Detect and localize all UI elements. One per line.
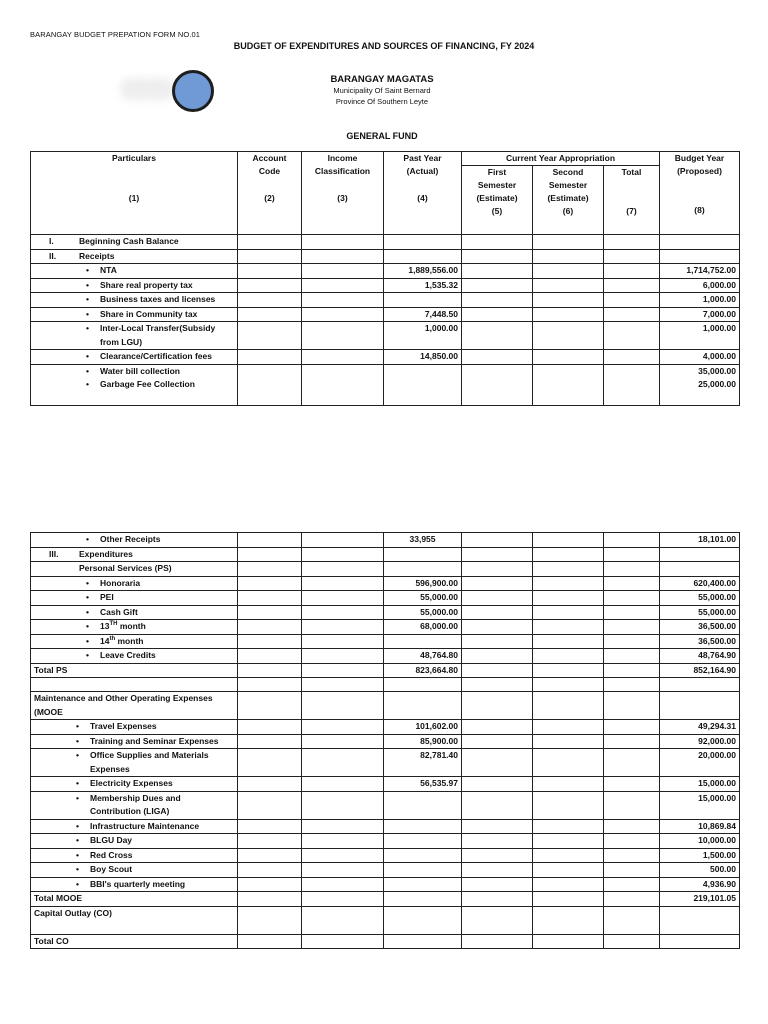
table-row	[31, 777, 740, 792]
col-past-label-1: Past Year	[403, 153, 442, 163]
row-receipts-head	[31, 249, 238, 264]
row-label: Garbage Fee Collection	[100, 379, 195, 389]
budget-year-value: 18,101.00	[660, 533, 740, 548]
past-year-value: 7,448.50	[384, 307, 462, 322]
past-year-value	[384, 834, 462, 849]
budget-year-value: 852,164.90	[660, 663, 740, 678]
row-expenditures-head	[31, 547, 238, 562]
row-label: BLGU Day	[90, 835, 133, 845]
table-row	[31, 877, 740, 892]
table-row	[31, 576, 740, 591]
past-year-value: 55,000.00	[384, 591, 462, 606]
budget-table-expenditures	[30, 532, 740, 949]
roman-numeral: III.	[49, 548, 59, 559]
bullet-icon: •	[86, 592, 89, 602]
row-label: Office Supplies and Materials Expenses	[90, 750, 209, 774]
col-num-8: (8)	[694, 205, 705, 215]
barangay-name: BARANGAY MAGATAS	[330, 74, 434, 85]
budget-year-value: 1,000.00	[660, 293, 740, 308]
row-beginning-cash	[31, 235, 238, 250]
col-account-label-1: Account	[252, 153, 287, 163]
budget-year-value: 36,500.00	[660, 620, 740, 635]
row-label: Inter-Local Transfer(Subsidy from LGU)	[100, 323, 216, 347]
table-row	[31, 848, 740, 863]
ps-heading: Personal Services (PS)	[31, 562, 238, 577]
row-label: Red Cross	[90, 849, 133, 860]
row-label: Other Receipts	[100, 534, 161, 544]
past-year-value: 1,535.32	[384, 278, 462, 293]
budget-year-value: 10,000.00	[660, 834, 740, 849]
bullet-icon: •	[86, 265, 89, 275]
ordinal-rest: month	[115, 635, 144, 646]
row-label: Boy Scout	[90, 864, 133, 874]
bullet-icon: •	[86, 577, 89, 588]
col-particulars-label: Particulars	[112, 153, 156, 163]
past-year-value	[384, 819, 462, 834]
row-label: Beginning Cash Balance	[79, 236, 179, 246]
table-row	[31, 634, 740, 649]
bullet-icon: •	[86, 308, 89, 319]
budget-year-value: 15,000.00	[660, 777, 740, 792]
past-year-value	[384, 877, 462, 892]
col-budget-label-2: (Proposed)	[677, 166, 722, 176]
fund-title: GENERAL FUND	[346, 131, 418, 141]
budget-year-value: 500.00	[660, 863, 740, 878]
table-row	[31, 591, 740, 606]
col-num-4: (4)	[417, 193, 428, 203]
row-label: Water bill collection	[100, 365, 180, 376]
budget-year-value: 15,000.00	[660, 791, 740, 819]
col-account-label-2: Code	[258, 166, 281, 176]
table-row	[31, 249, 740, 264]
table-row	[31, 562, 740, 577]
table-row	[31, 350, 740, 365]
ordinal-number: 14	[100, 635, 110, 646]
col-past-label-2: (Actual)	[406, 166, 439, 176]
col-num-2: (2)	[264, 193, 275, 203]
table-row	[31, 293, 740, 308]
bullet-icon: •	[76, 721, 79, 731]
budget-year-value: 92,000.00	[660, 734, 740, 749]
past-year-value: 596,900.00	[384, 576, 462, 591]
total-co-label: Total CO	[31, 934, 238, 949]
col-total	[604, 166, 660, 235]
col-past-year	[384, 152, 462, 235]
budget-year-value: 620,400.00	[660, 576, 740, 591]
table-row	[31, 749, 740, 777]
roman-numeral: I.	[49, 236, 54, 246]
row-label: PEI	[100, 592, 114, 602]
past-year-value: 101,602.00	[384, 720, 462, 735]
bullet-icon: •	[76, 864, 79, 874]
budget-year-value: 25,000.00	[660, 378, 740, 406]
bullet-icon: •	[76, 849, 79, 860]
province-name: Province Of Southern Leyte	[335, 97, 429, 106]
bullet-icon: •	[86, 323, 89, 333]
past-year-value: 68,000.00	[384, 620, 462, 635]
past-year-value	[384, 848, 462, 863]
row-label: Receipts	[79, 250, 115, 261]
past-year-value	[384, 863, 462, 878]
budget-year-value: 4,936.90	[660, 877, 740, 892]
budget-year-value: 6,000.00	[660, 278, 740, 293]
table-row	[31, 906, 740, 934]
row-label: Electricity Expenses	[90, 778, 173, 788]
bullet-icon: •	[76, 820, 79, 831]
row-label: Cash Gift	[100, 606, 138, 617]
bullet-icon: •	[86, 635, 89, 646]
budget-year-value: 7,000.00	[660, 307, 740, 322]
bullet-icon: •	[76, 835, 79, 845]
row-label: Travel Expenses	[90, 721, 157, 731]
past-year-value	[384, 892, 462, 907]
municipality-name: Municipality Of Saint Bernard	[333, 86, 431, 95]
table-row	[31, 533, 740, 548]
ordinal-number: 13	[100, 621, 110, 631]
table-row	[31, 235, 740, 250]
col-second-sem	[533, 166, 604, 235]
col-income-label-2: Classification	[314, 166, 371, 176]
col-first-label-3: (Estimate)	[476, 193, 518, 203]
table-row	[31, 678, 740, 692]
past-year-value: 33,955	[384, 533, 462, 548]
past-year-value: 85,900.00	[384, 734, 462, 749]
col-second-label-3: (Estimate)	[547, 193, 589, 203]
table-row	[31, 863, 740, 878]
table-row	[31, 819, 740, 834]
budget-year-value: 4,000.00	[660, 350, 740, 365]
col-first-label-1: First	[487, 167, 507, 177]
col-income-class	[302, 152, 384, 235]
col-budget-label-1: Budget Year	[674, 153, 725, 163]
past-year-value	[384, 293, 462, 308]
past-year-value: 823,664.80	[384, 663, 462, 678]
table-row	[31, 605, 740, 620]
bullet-icon: •	[76, 750, 79, 760]
col-total-label: Total	[621, 167, 642, 177]
budget-table-receipts	[30, 151, 740, 406]
mooe-heading: Maintenance and Other Operating Expenses (MOOE	[31, 692, 238, 720]
budget-year-value: 10,869.84	[660, 819, 740, 834]
past-year-value	[384, 791, 462, 819]
col-particulars	[31, 152, 238, 235]
bullet-icon: •	[86, 351, 89, 361]
bullet-icon: •	[86, 534, 89, 544]
row-label: Share real property tax	[100, 279, 193, 290]
bullet-icon: •	[76, 735, 79, 746]
past-year-value: 55,000.00	[384, 605, 462, 620]
table-row	[31, 720, 740, 735]
col-num-1: (1)	[128, 193, 140, 203]
budget-year-value: 35,000.00	[660, 364, 740, 378]
table-row	[31, 791, 740, 819]
form-number: BARANGAY BUDGET PREPATION FORM NO.01	[30, 30, 201, 39]
row-label: Leave Credits	[100, 650, 156, 660]
ordinal-suffix: th	[109, 635, 116, 642]
roman-numeral: II.	[49, 250, 57, 261]
col-budget-year	[660, 152, 740, 235]
past-year-value: 82,781.40	[384, 749, 462, 777]
row-label: Clearance/Certification fees	[100, 351, 212, 361]
row-label: Honoraria	[100, 577, 141, 588]
table-row	[31, 547, 740, 562]
row-label: Share in Community tax	[100, 308, 198, 319]
past-year-value: 1,000.00	[384, 322, 462, 350]
row-label	[100, 635, 143, 649]
budget-year-value: 55,000.00	[660, 605, 740, 620]
budget-year-value: 48,764.90	[660, 649, 740, 664]
table-row	[31, 734, 740, 749]
budget-year-value: 219,101.05	[660, 892, 740, 907]
budget-year-value: 20,000.00	[660, 749, 740, 777]
budget-year-value: 1,714,752.00	[660, 264, 740, 279]
bullet-icon: •	[86, 365, 89, 376]
table-row	[31, 364, 740, 378]
total-mooe-label: Total MOOE	[31, 892, 238, 907]
past-year-value: 1,889,556.00	[384, 264, 462, 279]
co-heading: Capital Outlay (CO)	[31, 906, 238, 934]
row-label: Business taxes and licenses	[100, 294, 216, 304]
col-first-label-2: Semester	[477, 180, 517, 190]
table-row	[31, 264, 740, 279]
bullet-icon: •	[76, 792, 79, 803]
total-ps-label: Total PS	[31, 663, 238, 678]
col-num-5: (5)	[491, 206, 503, 216]
row-label	[100, 620, 146, 634]
ordinal-suffix: TH	[109, 621, 118, 628]
bullet-icon: •	[76, 878, 79, 889]
row-label: NTA	[100, 265, 117, 275]
budget-year-value: 1,000.00	[660, 322, 740, 350]
col-num-3: (3)	[337, 193, 348, 203]
col-num-7: (7)	[626, 206, 637, 216]
barangay-seal-icon	[172, 70, 214, 112]
bullet-icon: •	[76, 778, 79, 788]
bullet-icon: •	[86, 294, 89, 304]
table-row	[31, 620, 740, 635]
row-label: Membership Dues and Contribution (LIGA)	[90, 792, 181, 816]
bullet-icon: •	[86, 279, 89, 290]
bullet-icon: •	[86, 379, 89, 389]
table-row	[31, 649, 740, 664]
col-income-label-1: Income	[327, 153, 358, 163]
table-row	[31, 892, 740, 907]
budget-year-value: 55,000.00	[660, 591, 740, 606]
budget-year-value: 1,500.00	[660, 848, 740, 863]
table-row	[31, 934, 740, 949]
table-row	[31, 278, 740, 293]
table-row	[31, 322, 740, 350]
col-current-year: Current Year Appropriation	[462, 152, 660, 166]
table-row	[31, 692, 740, 720]
past-year-value: 14,850.00	[384, 350, 462, 365]
blurred-region	[120, 78, 175, 100]
col-first-sem	[462, 166, 533, 235]
col-num-6: (6)	[562, 206, 574, 216]
document-title: BUDGET OF EXPENDITURES AND SOURCES OF FINANCING, FY 2024	[233, 41, 535, 51]
header-row	[31, 152, 740, 166]
past-year-value	[384, 634, 462, 649]
bullet-icon: •	[86, 606, 89, 617]
col-second-label-2: Semester	[548, 180, 588, 190]
past-year-value: 48,764.80	[384, 649, 462, 664]
budget-year-value: 36,500.00	[660, 634, 740, 649]
table-row	[31, 663, 740, 678]
budget-year-value: 49,294.31	[660, 720, 740, 735]
row-label: Training and Seminar Expenses	[90, 735, 219, 746]
ordinal-rest: month	[117, 621, 146, 631]
bullet-icon: •	[86, 650, 89, 660]
row-label: BBI's quarterly meeting	[90, 878, 186, 889]
col-account-code	[238, 152, 302, 235]
bullet-icon: •	[86, 621, 89, 631]
table-row	[31, 834, 740, 849]
row-label: Expenditures	[79, 548, 133, 559]
col-second-label-1: Second	[552, 167, 584, 177]
row-label: Infrastructure Maintenance	[90, 820, 200, 831]
table-row	[31, 307, 740, 322]
past-year-value: 56,535.97	[384, 777, 462, 792]
